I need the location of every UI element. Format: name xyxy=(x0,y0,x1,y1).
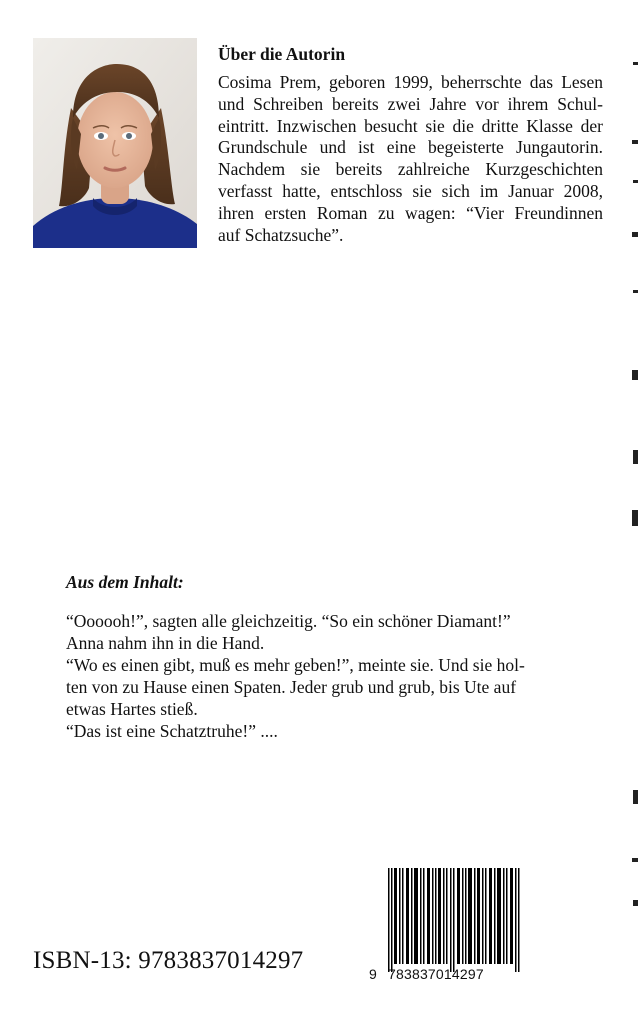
excerpt-line: “Oooooh!”, sagten alle gleichzeitig. “So ein schöner Diamant!” xyxy=(66,611,511,631)
author-bio-line: Nachdem sie bereits zahlreiche Kurzgeschichten xyxy=(218,159,603,180)
barcode xyxy=(366,868,522,986)
author-bio-line: auf Schatzsuche”. xyxy=(218,224,344,245)
spine-edge-marks xyxy=(630,0,638,1020)
author-photo xyxy=(33,38,197,248)
author-bio-line: ihren ersten Roman zu wagen: “Vier Freundinnen xyxy=(218,202,603,223)
author-heading: Über die Autorin xyxy=(218,44,346,64)
author-bio-line: verfasst hatte, entschloss sie sich im Januar 2008, xyxy=(218,180,603,201)
excerpt-heading: Aus dem Inhalt: xyxy=(66,572,184,592)
excerpt-text xyxy=(66,610,586,742)
author-bio xyxy=(218,72,603,246)
barcode-number: 783837014297 xyxy=(388,966,484,982)
excerpt-line: “Das ist eine Schatztruhe!” .... xyxy=(66,721,278,741)
author-bio-line: Grundschule und ist eine begeisterte Jungautorin. xyxy=(218,137,603,158)
author-bio-line: und Schreiben bereits zwei Jahre vor ihrem Schul- xyxy=(218,93,603,114)
author-bio-line: eintritt. Inzwischen besucht sie die dritte Klasse der xyxy=(218,115,603,136)
barcode-first-digit: 9 xyxy=(369,966,377,982)
excerpt-line: ten von zu Hause einen Spaten. Jeder grub und grub, bis Ute auf xyxy=(66,677,517,697)
excerpt-line: Anna nahm ihn in die Hand. xyxy=(66,633,265,653)
excerpt-line: etwas Hartes stieß. xyxy=(66,699,198,719)
isbn-label: ISBN-13: 9783837014297 xyxy=(33,947,304,974)
barcode-bars xyxy=(388,868,520,972)
author-portrait-image xyxy=(33,38,197,248)
author-bio-line: Cosima Prem, geboren 1999, beherrschte das Lesen xyxy=(218,72,603,92)
excerpt-line: “Wo es einen gibt, muß es mehr geben!”, meinte sie. Und sie hol- xyxy=(66,655,525,675)
